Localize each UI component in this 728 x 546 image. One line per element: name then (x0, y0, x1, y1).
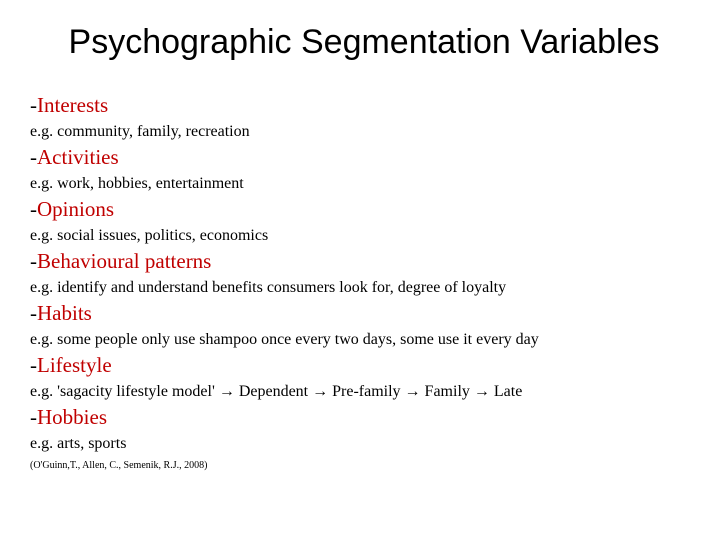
item-label-lifestyle: Lifestyle (37, 353, 112, 377)
list-item-behavioural-patterns (30, 249, 720, 301)
item-heading (30, 301, 720, 326)
item-label-activities: Activities (37, 145, 119, 169)
item-label-opinions: Opinions (37, 197, 115, 221)
list-item-opinions (30, 197, 720, 249)
item-heading (30, 93, 720, 118)
item-label-interests: Interests (37, 93, 109, 117)
item-example-interests: e.g. community, family, recreation (30, 123, 250, 140)
bullet-dash: - (30, 301, 37, 325)
list-item-interests (30, 93, 720, 145)
list-item-hobbies (30, 405, 720, 457)
item-heading (30, 353, 720, 378)
list-item-habits (30, 301, 720, 353)
list-item-lifestyle (30, 353, 720, 405)
item-example-hobbies: e.g. arts, sports (30, 435, 127, 452)
item-label-habits: Habits (37, 301, 92, 325)
bullet-dash: - (30, 93, 37, 117)
item-example-habits: e.g. some people only use shampoo once every two days, some use it every day (30, 331, 539, 348)
item-example-lifestyle: e.g. 'sagacity lifestyle model' → Dependent → Pre-family → Family → Late (30, 383, 523, 400)
item-example-opinions: e.g. social issues, politics, economics (30, 227, 269, 244)
bullet-dash: - (30, 249, 37, 273)
list-item-activities (30, 145, 720, 197)
item-example-behavioural-patterns: e.g. identify and understand benefits consumers look for, degree of loyalty (30, 279, 507, 296)
item-label-behavioural-patterns: Behavioural patterns (37, 249, 212, 273)
bullet-dash: - (30, 353, 37, 377)
citation: (O'Guinn,T., Allen, C., Semenik, R.J., 2008) (30, 460, 208, 471)
bullet-dash: - (30, 145, 37, 169)
variable-list (30, 93, 720, 473)
item-example-activities: e.g. work, hobbies, entertainment (30, 175, 244, 192)
slide-title: Psychographic Segmentation Variables (68, 23, 660, 61)
bullet-dash: - (30, 197, 37, 221)
item-heading (30, 405, 720, 430)
item-heading (30, 249, 720, 274)
item-heading (30, 197, 720, 222)
bullet-dash: - (30, 405, 37, 429)
item-heading (30, 145, 720, 170)
item-label-hobbies: Hobbies (37, 405, 107, 429)
